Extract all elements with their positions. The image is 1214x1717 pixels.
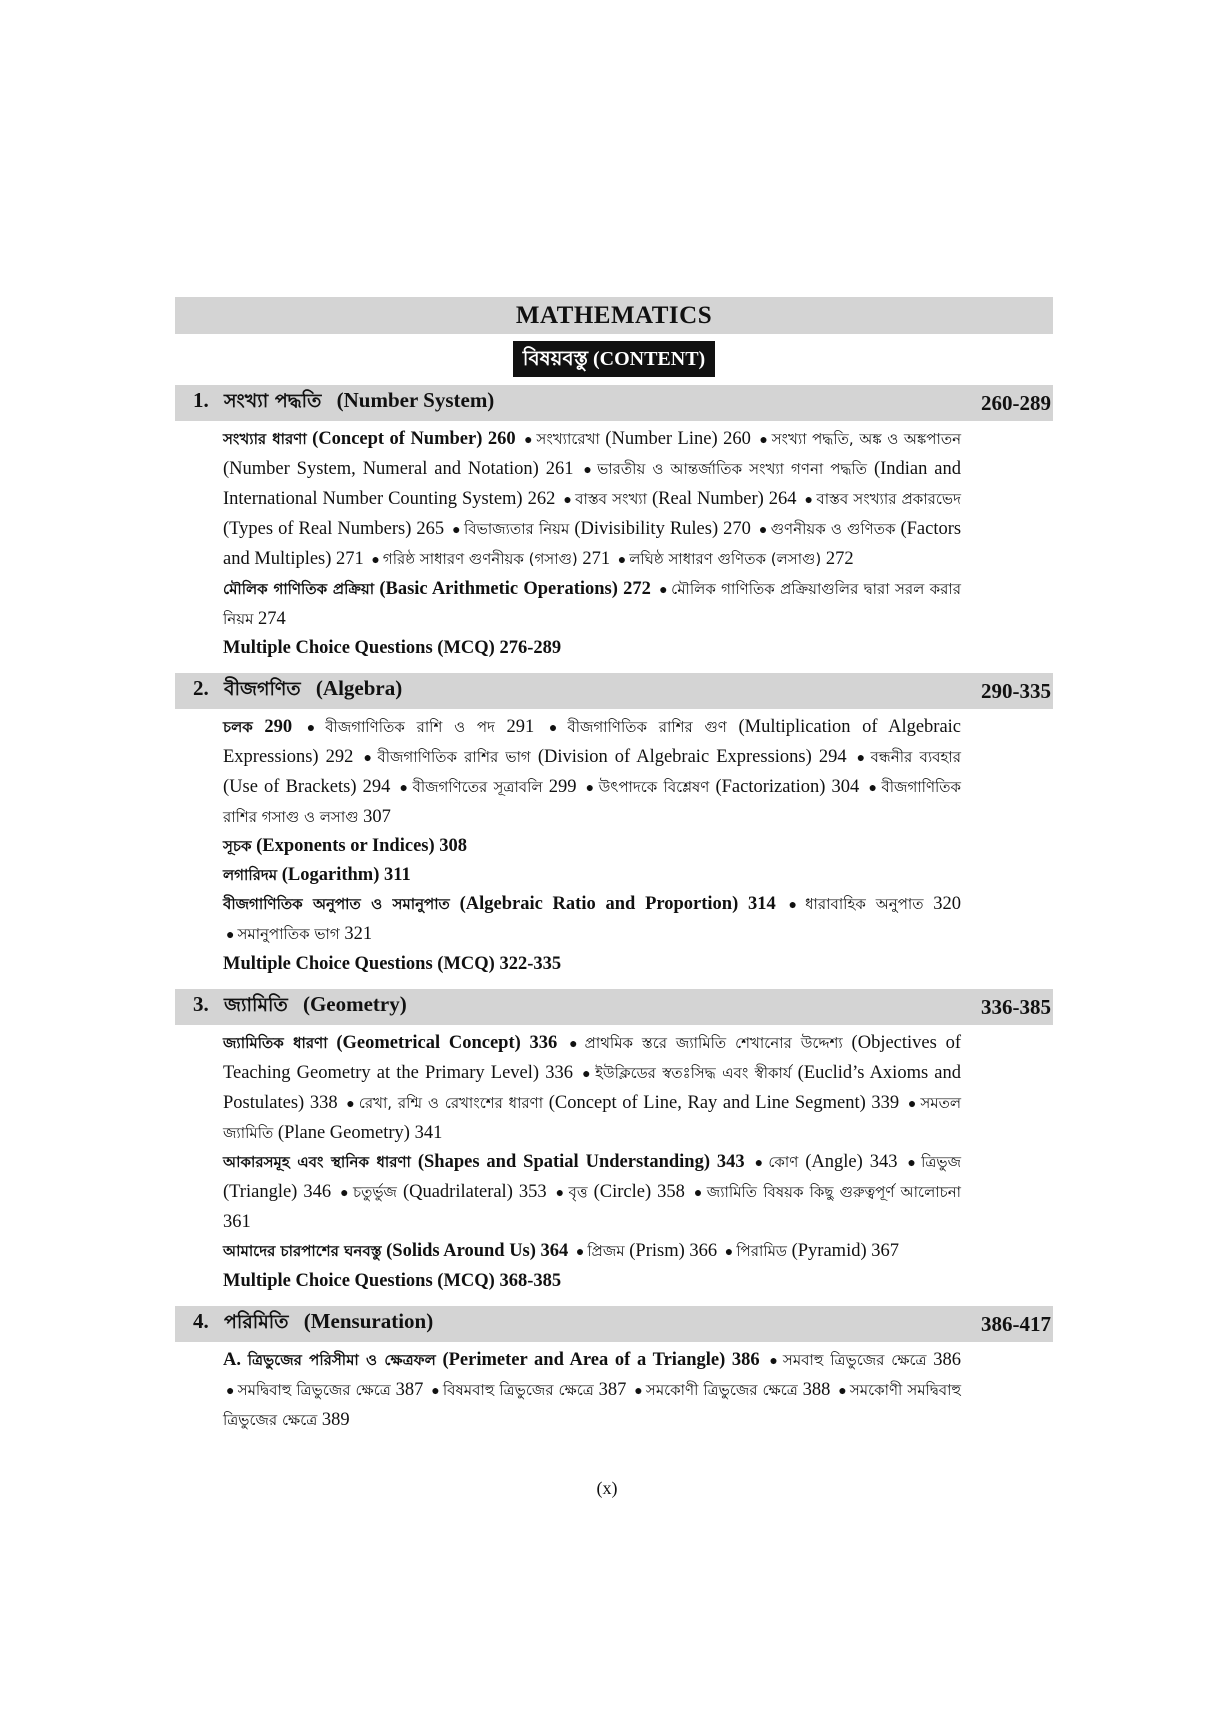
bullet-icon: ● [838,1384,847,1399]
topic-paragraph: মৌলিক গাণিতিক প্রক্রিয়া (Basic Arithmetic Operations) 272 ● মৌলিক গাণিতিক প্রক্রিয়াগুলির দ্বারা সরল করার নিয়ম 274 [223,579,961,629]
section-title-en: (Mensuration) [303,1309,434,1333]
bullet-icon: ● [907,1097,918,1112]
section-pages: 290-335 [981,678,1051,703]
bullet-icon: ● [548,721,565,736]
bullet-icon: ● [575,1245,585,1260]
bullet-icon: ● [769,1354,780,1369]
bullet-icon: ● [524,433,534,448]
bullet-icon: ● [226,928,235,943]
topic-paragraph: জ্যামিতিক ধারণা (Geometrical Concept) 336 ● প্রাথমিক স্তরে জ্যামিতি শেখানোর উদ্দেশ্য (Objectives of Teaching Geometry at the Primary Level) 336 ● ইউক্লিডের স্বতঃসিদ্ধ এবং স্বীকার্য (Euclid’s Axioms and Postulates) 338 ● রেখা, রশ্মি ও রেখাংশের ধারণা (Concept of Line, Ray and Line Segment) 339 ● সমতল জ্যামিতি (Plane Geometry) 341 [223,1033,962,1143]
section-title-bn: সংখ্যা পদ্ধতি [224,390,322,412]
section-mensuration [175,1306,1053,1439]
bullet-icon: ● [585,781,596,796]
section-pages: 260-289 [981,390,1051,415]
mcq-line: Multiple Choice Questions (MCQ) 368-385 [223,1271,562,1291]
section-number: 3. [193,992,209,1016]
bullet-icon: ● [617,553,627,568]
section-number-system [175,385,1053,667]
section-algebra [175,673,1053,983]
section-title-en: (Number System) [336,388,495,412]
bullet-icon: ● [907,1156,919,1171]
bullet-icon: ● [856,751,868,766]
topic-paragraph: সংখ্যার ধারণা (Concept of Number) 260 ● সংখ্যারেখা (Number Line) 260 ● সংখ্যা পদ্ধতি, অঙ্ক ও অঙ্কপাতন (Number System, Numeral and Notation) 261 ● ভারতীয় ও আন্তর্জাতিক সংখ্যা গণনা পদ্ধতি (Indian and International Number Counting System) 262 ● বাস্তব সংখ্যা (Real Number) 264 ● বাস্তব সংখ্যার প্রকারভেদ (Types of Real Numbers) 265 ● বিভাজ্যতার নিয়ম (Divisibility Rules) 270 ● গুণনীয়ক ও গুণিতক (Factors and Multiples) 271 ● গরিষ্ঠ সাধারণ গুণনীয়ক (গসাগু) 271 ● লঘিষ্ঠ সাধারণ গুণিতক (লসাগু) 272 [223,429,962,569]
page-title: MATHEMATICS [515,301,713,329]
section-header [175,673,1053,709]
bullet-icon: ● [659,583,669,598]
page-title-bar [175,297,1053,334]
bullet-icon: ● [371,553,380,568]
bullet-icon: ● [340,1186,350,1201]
section-pages: 336-385 [981,994,1051,1019]
content-page [175,297,1053,1439]
section-title-en: (Algebra) [315,676,403,700]
bullet-icon: ● [569,1037,582,1052]
bullet-icon: ● [582,1067,593,1082]
section-body [175,709,1053,983]
bullet-icon: ● [634,1384,643,1399]
bullet-icon: ● [759,433,769,448]
topic-paragraph: A. ত্রিভুজের পরিসীমা ও ক্ষেত্রফল (Perimeter and Area of a Triangle) 386 ● সমবাহু ত্রিভুজের ক্ষেত্রে 386 ● সমদ্বিবাহু ত্রিভুজের ক্ষেত্রে 387 ● বিষমবাহু ত্রিভুজের ক্ষেত্রে 387 ● সমকোণী ত্রিভুজের ক্ষেত্রে 388 ● সমকোণী সমদ্বিবাহু ত্রিভুজের ক্ষেত্রে 389 [223,1350,962,1430]
bullet-icon: ● [868,781,879,796]
bullet-icon: ● [399,781,410,796]
bullet-icon: ● [583,463,595,478]
bullet-icon: ● [754,1156,766,1171]
section-body [175,421,1053,667]
section-header [175,385,1053,421]
topic-paragraph: সূচক (Exponents or Indices) 308 [223,836,468,856]
bullet-icon: ● [431,1384,440,1399]
section-title-en: (Geometry) [302,992,407,1016]
bullet-icon: ● [346,1097,356,1112]
section-header [175,989,1053,1025]
bullet-icon: ● [363,751,375,766]
section-geometry [175,989,1053,1300]
section-number: 2. [193,676,209,700]
topic-paragraph: বীজগাণিতিক অনুপাত ও সমানুপাত (Algebraic Ratio and Proportion) 314 ● ধারাবাহিক অনুপাত 320 ● সমানুপাতিক ভাগ 321 [223,894,961,944]
section-pages: 386-417 [981,1311,1051,1336]
content-label: বিষয়বস্তু (CONTENT) [513,341,715,377]
section-number: 1. [193,388,209,412]
bullet-icon: ● [693,1186,704,1201]
page-number: (x) [596,1478,618,1498]
bullet-icon: ● [788,898,803,913]
section-body [175,1025,1053,1300]
section-title-bn: বীজগণিত [224,678,301,700]
section-number: 4. [193,1309,209,1333]
section-header [175,1306,1053,1342]
bullet-icon: ● [452,523,461,538]
bullet-icon: ● [758,523,768,538]
topic-paragraph: আমাদের চারপাশের ঘনবস্তু (Solids Around Us) 364 ● প্রিজম (Prism) 366 ● পিরামিড (Pyramid) 367 [223,1241,899,1261]
mcq-line: Multiple Choice Questions (MCQ) 322-335 [223,954,562,974]
mcq-line: Multiple Choice Questions (MCQ) 276-289 [223,638,562,658]
bullet-icon: ● [226,1384,235,1399]
topic-paragraph: আকারসমূহ এবং স্থানিক ধারণা (Shapes and Spatial Understanding) 343 ● কোণ (Angle) 343 ● ত্রিভুজ (Triangle) 346 ● চতুর্ভুজ (Quadrilateral) 353 ● বৃত্ত (Circle) 358 ● জ্যামিতি বিষয়ক কিছু গুরুত্বপূর্ণ আলোচনা 361 [223,1152,962,1232]
section-title-bn: জ্যামিতি [224,994,288,1016]
section-body [175,1342,1053,1439]
topic-paragraph: চলক 290 ● বীজগাণিতিক রাশি ও পদ 291 ● বীজগাণিতিক রাশির গুণ (Multiplication of Algebraic Expressions) 292 ● বীজগাণিতিক রাশির ভাগ (Division of Algebraic Expressions) 294 ● বন্ধনীর ব্যবহার (Use of Brackets) 294 ● বীজগণিতের সূত্রাবলি 299 ● উৎপাদকে বিশ্লেষণ (Factorization) 304 ● বীজগাণিতিক রাশির গসাগু ও লসাগু 307 [223,717,962,827]
bullet-icon: ● [306,721,323,736]
section-title-bn: পরিমিতি [224,1311,289,1333]
bullet-icon: ● [804,493,814,508]
bullet-icon: ● [555,1186,566,1201]
topic-paragraph: লগারিদম (Logarithm) 311 [223,865,411,885]
bullet-icon: ● [724,1245,734,1260]
bullet-icon: ● [563,493,573,508]
